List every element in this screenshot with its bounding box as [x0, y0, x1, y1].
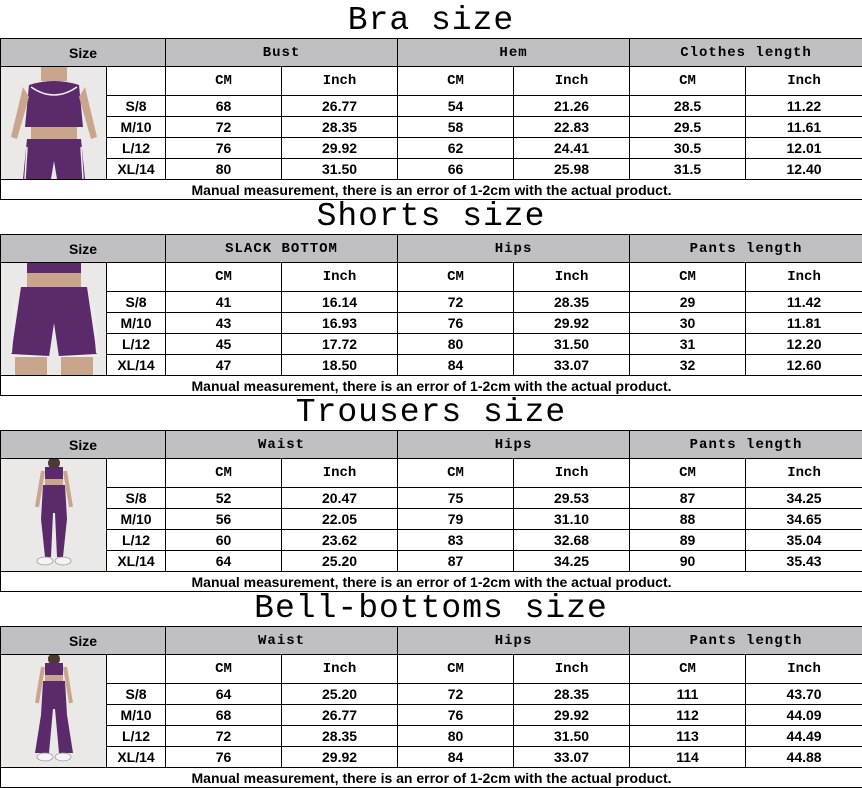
unit-cm: CM	[166, 459, 282, 488]
table-cell: 20.47	[282, 487, 398, 508]
product-photo	[1, 655, 107, 768]
table-cell: 29	[630, 291, 746, 312]
unit-cm: CM	[630, 263, 746, 292]
table-cell: 80	[398, 725, 514, 746]
table-cell: 25.98	[514, 158, 630, 179]
unit-cm: CM	[166, 263, 282, 292]
table-row	[1, 704, 862, 725]
unit-inch: Inch	[514, 459, 630, 488]
unit-inch: Inch	[282, 459, 398, 488]
size-label: XL/14	[107, 158, 166, 179]
table-cell: 72	[398, 291, 514, 312]
unit-cm: CM	[630, 655, 746, 684]
unit-inch: Inch	[514, 263, 630, 292]
table-cell: 21.26	[514, 95, 630, 116]
table-cell: 28.35	[514, 291, 630, 312]
product-photo	[1, 459, 107, 572]
shorts-photo	[1, 263, 107, 375]
table-cell: 76	[398, 312, 514, 333]
table-cell: 12.40	[746, 158, 862, 179]
table-cell: 80	[398, 333, 514, 354]
table-row	[1, 95, 862, 116]
size-label: L/12	[107, 725, 166, 746]
size-label: L/12	[107, 137, 166, 158]
table-cell: 68	[166, 95, 282, 116]
column-header: Waist	[166, 627, 398, 655]
table-cell: 66	[398, 158, 514, 179]
measurement-note: Manual measurement, there is an error of 1-2cm with the actual product.	[1, 180, 862, 200]
unit-cm: CM	[398, 67, 514, 96]
table-cell: 47	[166, 354, 282, 375]
measurement-note: Manual measurement, there is an error of 1-2cm with the actual product.	[1, 572, 862, 592]
table-row	[1, 354, 862, 375]
table-cell: 44.09	[746, 704, 862, 725]
measurement-note: Manual measurement, there is an error of 1-2cm with the actual product.	[1, 768, 862, 788]
table-cell: 29.5	[630, 116, 746, 137]
size-label: M/10	[107, 704, 166, 725]
size-table	[0, 38, 862, 200]
table-cell: 60	[166, 529, 282, 550]
table-cell: 52	[166, 487, 282, 508]
size-label: S/8	[107, 95, 166, 116]
table-cell: 43.70	[746, 683, 862, 704]
unit-inch: Inch	[282, 263, 398, 292]
table-cell: 84	[398, 354, 514, 375]
table-cell: 29.53	[514, 487, 630, 508]
table-cell: 31.50	[514, 725, 630, 746]
table-cell: 23.62	[282, 529, 398, 550]
size-section-1	[0, 0, 862, 196]
table-cell: 12.60	[746, 354, 862, 375]
table-cell: 89	[630, 529, 746, 550]
table-cell: 31	[630, 333, 746, 354]
size-section-2	[0, 196, 862, 392]
table-cell: 112	[630, 704, 746, 725]
table-cell: 11.42	[746, 291, 862, 312]
unit-cm: CM	[630, 67, 746, 96]
table-cell: 28.35	[282, 725, 398, 746]
table-cell: 72	[166, 725, 282, 746]
table-cell: 43	[166, 312, 282, 333]
column-header: Clothes length	[630, 39, 862, 67]
table-cell: 75	[398, 487, 514, 508]
table-cell: 33.07	[514, 746, 630, 767]
table-cell: 33.07	[514, 354, 630, 375]
table-row	[1, 158, 862, 179]
table-cell: 64	[166, 683, 282, 704]
size-label: XL/14	[107, 550, 166, 571]
size-label: L/12	[107, 333, 166, 354]
table-cell: 24.41	[514, 137, 630, 158]
size-header: Size	[1, 39, 166, 67]
table-row	[1, 508, 862, 529]
table-cell: 35.43	[746, 550, 862, 571]
unit-cm: CM	[166, 67, 282, 96]
product-photo	[1, 263, 107, 376]
table-cell: 32.68	[514, 529, 630, 550]
table-cell: 22.83	[514, 116, 630, 137]
table-cell: 64	[166, 550, 282, 571]
table-cell: 76	[166, 746, 282, 767]
size-table	[0, 234, 862, 396]
table-row	[1, 137, 862, 158]
size-header: Size	[1, 627, 166, 655]
table-cell: 34.25	[514, 550, 630, 571]
unit-cm: CM	[398, 655, 514, 684]
table-cell: 56	[166, 508, 282, 529]
table-cell: 35.04	[746, 529, 862, 550]
unit-cm: CM	[166, 655, 282, 684]
table-cell: 31.5	[630, 158, 746, 179]
table-cell: 31.10	[514, 508, 630, 529]
table-cell: 68	[166, 704, 282, 725]
table-cell: 114	[630, 746, 746, 767]
size-label: M/10	[107, 116, 166, 137]
size-label: M/10	[107, 312, 166, 333]
table-row	[1, 725, 862, 746]
column-header: Bust	[166, 39, 398, 67]
measurement-note: Manual measurement, there is an error of 1-2cm with the actual product.	[1, 376, 862, 396]
size-section-4	[0, 588, 862, 784]
unit-cm: CM	[398, 459, 514, 488]
unit-inch: Inch	[282, 67, 398, 96]
table-cell: 90	[630, 550, 746, 571]
table-cell: 29.92	[282, 137, 398, 158]
table-row	[1, 529, 862, 550]
column-header: Hips	[398, 235, 630, 263]
size-header: Size	[1, 235, 166, 263]
table-cell: 62	[398, 137, 514, 158]
table-cell: 44.49	[746, 725, 862, 746]
table-row	[1, 487, 862, 508]
table-cell: 111	[630, 683, 746, 704]
table-cell: 30	[630, 312, 746, 333]
size-header: Size	[1, 431, 166, 459]
bra-set-photo	[1, 67, 107, 179]
table-row	[1, 683, 862, 704]
table-cell: 72	[166, 116, 282, 137]
table-row	[1, 333, 862, 354]
column-header: SLACK BOTTOM	[166, 235, 398, 263]
table-cell: 41	[166, 291, 282, 312]
table-cell: 12.01	[746, 137, 862, 158]
table-cell: 45	[166, 333, 282, 354]
table-cell: 28.35	[282, 116, 398, 137]
unit-inch: Inch	[746, 655, 862, 684]
size-label: M/10	[107, 508, 166, 529]
column-header: Hips	[398, 431, 630, 459]
table-cell: 32	[630, 354, 746, 375]
unit-inch: Inch	[746, 459, 862, 488]
table-cell: 30.5	[630, 137, 746, 158]
size-table	[0, 626, 862, 788]
column-header: Pants length	[630, 235, 862, 263]
table-cell: 22.05	[282, 508, 398, 529]
table-cell: 31.50	[282, 158, 398, 179]
table-cell: 12.20	[746, 333, 862, 354]
table-cell: 11.81	[746, 312, 862, 333]
table-cell: 113	[630, 725, 746, 746]
table-cell: 54	[398, 95, 514, 116]
size-label: S/8	[107, 487, 166, 508]
unit-inch: Inch	[746, 263, 862, 292]
size-label: XL/14	[107, 746, 166, 767]
table-row	[1, 746, 862, 767]
table-cell: 84	[398, 746, 514, 767]
size-label: L/12	[107, 529, 166, 550]
table-cell: 28.5	[630, 95, 746, 116]
table-cell: 72	[398, 683, 514, 704]
bell-bottoms-photo	[1, 655, 107, 767]
unit-inch: Inch	[514, 655, 630, 684]
table-cell: 25.20	[282, 683, 398, 704]
table-cell: 29.92	[514, 312, 630, 333]
table-cell: 44.88	[746, 746, 862, 767]
table-cell: 18.50	[282, 354, 398, 375]
table-cell: 87	[398, 550, 514, 571]
table-cell: 17.72	[282, 333, 398, 354]
product-photo	[1, 67, 107, 180]
table-cell: 34.65	[746, 508, 862, 529]
table-cell: 11.61	[746, 116, 862, 137]
table-cell: 87	[630, 487, 746, 508]
column-header: Hem	[398, 39, 630, 67]
table-cell: 26.77	[282, 95, 398, 116]
size-section-3	[0, 392, 862, 588]
table-cell: 34.25	[746, 487, 862, 508]
table-cell: 76	[166, 137, 282, 158]
table-cell: 88	[630, 508, 746, 529]
table-row	[1, 116, 862, 137]
trousers-photo	[1, 459, 107, 571]
unit-inch: Inch	[514, 67, 630, 96]
section-title: Bra size	[0, 0, 862, 38]
table-cell: 29.92	[514, 704, 630, 725]
size-table	[0, 430, 862, 592]
column-header: Hips	[398, 627, 630, 655]
size-label: S/8	[107, 683, 166, 704]
column-header: Pants length	[630, 627, 862, 655]
unit-inch: Inch	[282, 655, 398, 684]
column-header: Waist	[166, 431, 398, 459]
section-title: Shorts size	[0, 196, 862, 234]
table-cell: 83	[398, 529, 514, 550]
unit-cm: CM	[398, 263, 514, 292]
unit-cm: CM	[630, 459, 746, 488]
size-label: S/8	[107, 291, 166, 312]
column-header: Pants length	[630, 431, 862, 459]
table-cell: 26.77	[282, 704, 398, 725]
table-cell: 16.14	[282, 291, 398, 312]
table-cell: 28.35	[514, 683, 630, 704]
table-cell: 31.50	[514, 333, 630, 354]
table-cell: 80	[166, 158, 282, 179]
table-cell: 16.93	[282, 312, 398, 333]
table-cell: 76	[398, 704, 514, 725]
table-cell: 11.22	[746, 95, 862, 116]
table-row	[1, 312, 862, 333]
table-row	[1, 291, 862, 312]
size-label: XL/14	[107, 354, 166, 375]
table-cell: 58	[398, 116, 514, 137]
table-cell: 25.20	[282, 550, 398, 571]
table-cell: 79	[398, 508, 514, 529]
section-title: Trousers size	[0, 392, 862, 430]
table-row	[1, 550, 862, 571]
table-cell: 29.92	[282, 746, 398, 767]
section-title: Bell-bottoms size	[0, 588, 862, 626]
unit-inch: Inch	[746, 67, 862, 96]
